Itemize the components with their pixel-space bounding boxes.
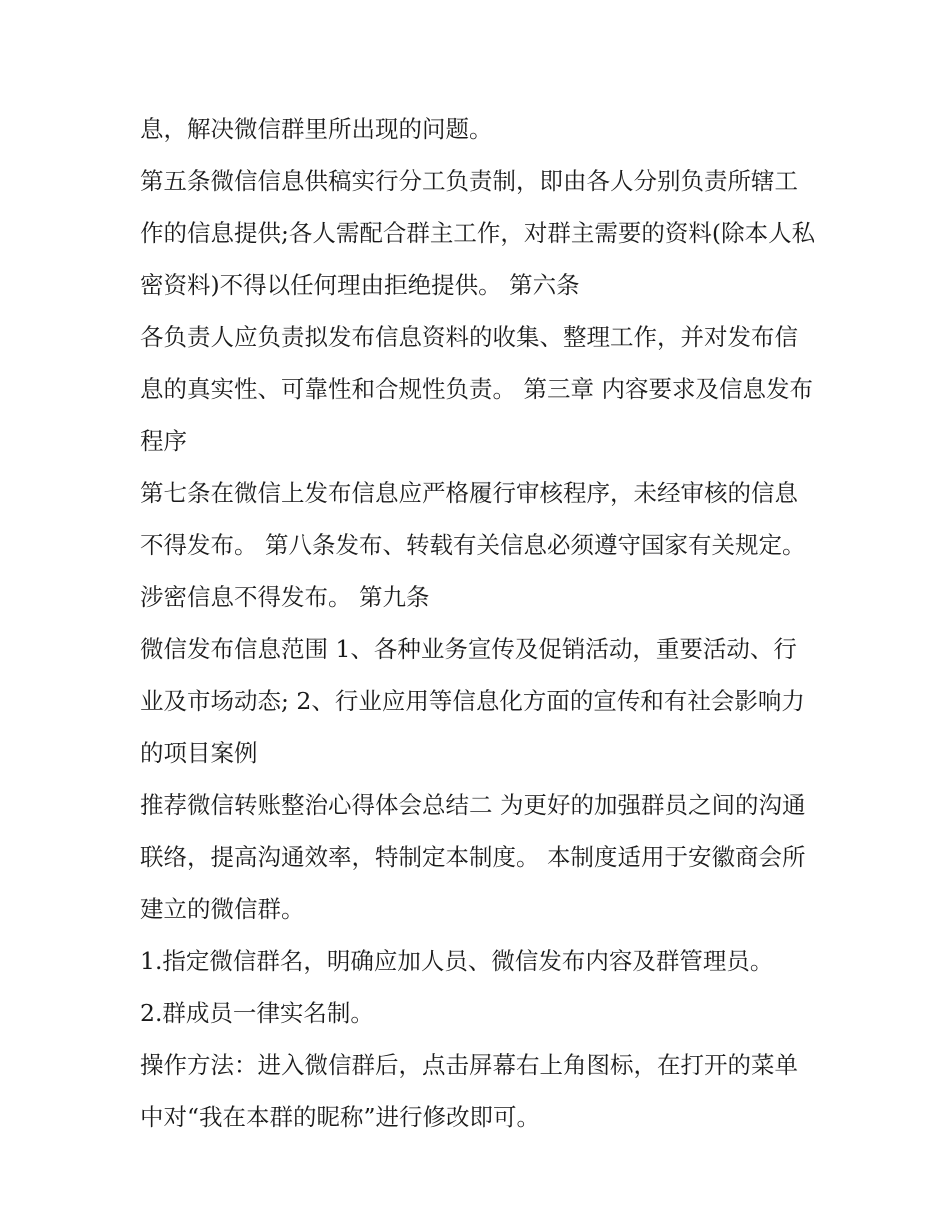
paragraph-5: 微信发布信息范围 1、各种业务宣传及促销活动，重要活动、行业及市场动态; 2、行业应用等信息化方面的宣传和有社会影响力的项目案例 (140, 635, 805, 767)
paragraph-1: 息，解决微信群里所出现的问题。 (140, 115, 493, 143)
document-body (140, 103, 820, 1143)
paragraph-6: 推荐微信转账整治心得体会总结二 为更好的加强群员之间的沟通联络，提高沟通效率，特制定本制度。 本制度适用于安徽商会所建立的微信群。 (140, 791, 806, 923)
paragraph-2: 第五条微信信息供稿实行分工负责制，即由各人分别负责所辖工作的信息提供;各人需配合群主工作，对群主需要的资料(除本人私密资料)不得以任何理由拒绝提供。 第六条 (140, 167, 816, 299)
paragraph-8: 2.群成员一律实名制。 (140, 999, 374, 1027)
paragraph-9: 操作方法：进入微信群后，点击屏幕右上角图标，在打开的菜单中对“我在本群的昵称”进行修改即可。 (140, 1051, 798, 1131)
paragraph-4: 第七条在微信上发布信息应严格履行审核程序，未经审核的信息不得发布。 第八条发布、转载有关信息必须遵守国家有关规定。涉密信息不得发布。 第九条 (140, 479, 806, 611)
paragraph-3: 各负责人应负责拟发布信息资料的收集、整理工作，并对发布信息的真实性、可靠性和合规性负责。 第三章 内容要求及信息发布程序 (140, 323, 813, 455)
paragraph-7: 1.指定微信群名，明确应加人员、微信发布内容及群管理员。 (140, 947, 774, 975)
